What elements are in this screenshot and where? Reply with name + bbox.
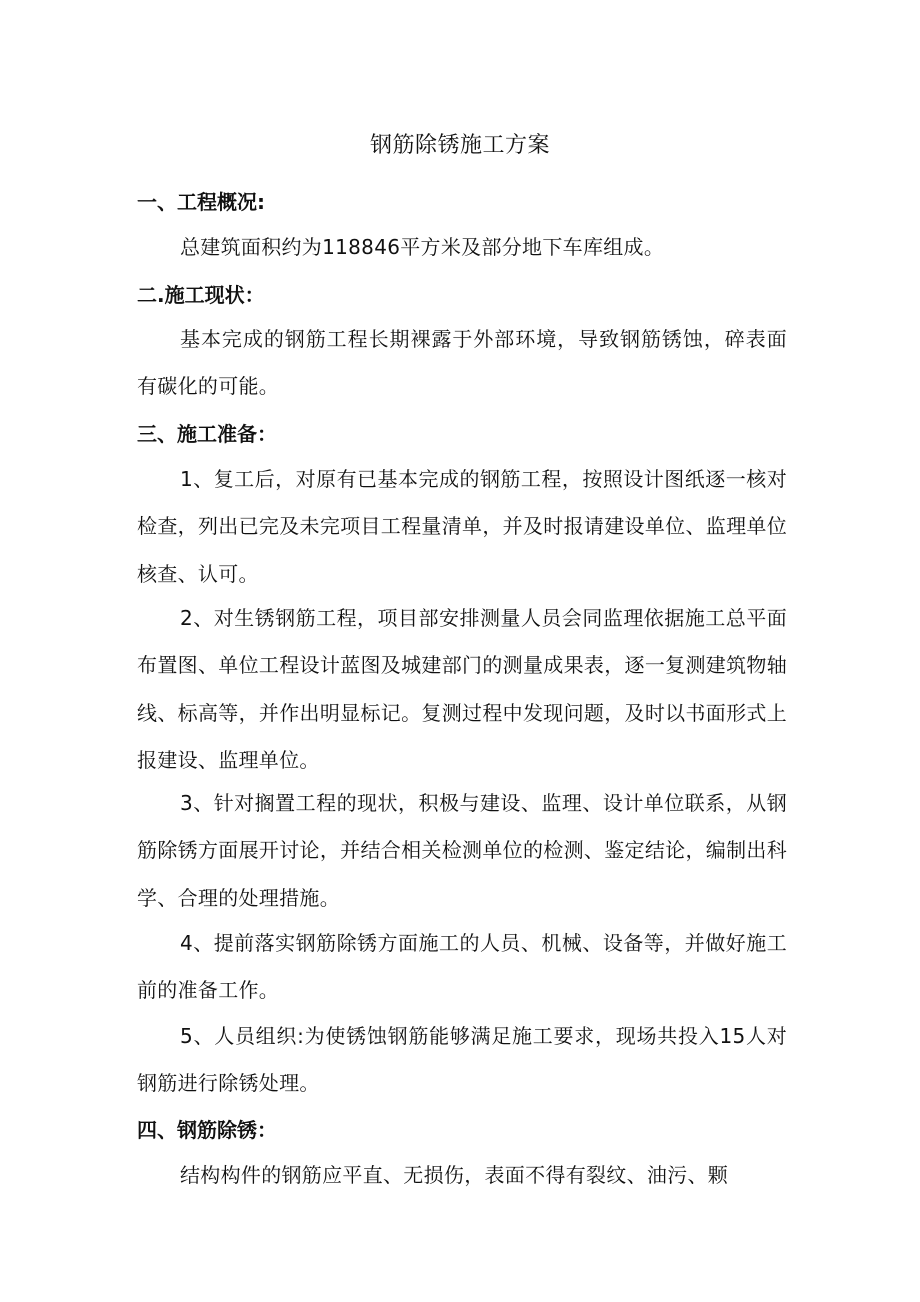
document-title: 钢筋除锈施工方案 — [369, 133, 550, 158]
section-heading-rust-removal: 四、钢筋除锈： — [137, 1118, 277, 1142]
paragraph-overview: 总建筑面积约为118846平方米及部分地下车库组成。 — [180, 235, 665, 259]
paragraph-rust-removal: 结构构件的钢筋应平直、无损伤，表面不得有裂纹、油污、颗 — [180, 1163, 729, 1187]
section-heading-preparation: 三、施工准备： — [137, 422, 277, 446]
paragraph-preparation-3: 3、针对搁置工程的现状，积极与建设、监理、设计单位联系，从钢筋除锈方面展开讨论，并结合相关检测单位的检测、鉴定结论，编制出科学、合理的处理措施。 — [137, 791, 787, 910]
paragraph-current-status: 基本完成的钢筋工程长期裸露于外部环境，导致钢筋锈蚀，碎表面有碳化的可能。 — [137, 327, 787, 399]
paragraph-preparation-5: 5、人员组织:为使锈蚀钢筋能够满足施工要求，现场共投入15人对钢筋进行除锈处理。 — [137, 1024, 787, 1096]
paragraph-preparation-1: 1、复工后，对原有已基本完成的钢筋工程，按照设计图纸逐一核对检查，列出已完及未完项目工程量清单，并及时报请建设单位、监理单位核查、认可。 — [137, 467, 787, 586]
paragraph-preparation-4: 4、提前落实钢筋除锈方面施工的人员、机械、设备等，并做好施工前的准备工作。 — [137, 931, 787, 1003]
section-heading-current-status: 二.施工现状： — [137, 283, 265, 307]
section-heading-overview: 一、工程概况: — [137, 190, 265, 214]
paragraph-preparation-2: 2、对生锈钢筋工程，项目部安排测量人员会同监理依据施工总平面布置图、单位工程设计蓝图及城建部门的测量成果表，逐一复测建筑物轴线、标高等，并作出明显标记。复测过程中发现问题，及时以书面形式上报建设、监理单位。 — [137, 606, 787, 772]
